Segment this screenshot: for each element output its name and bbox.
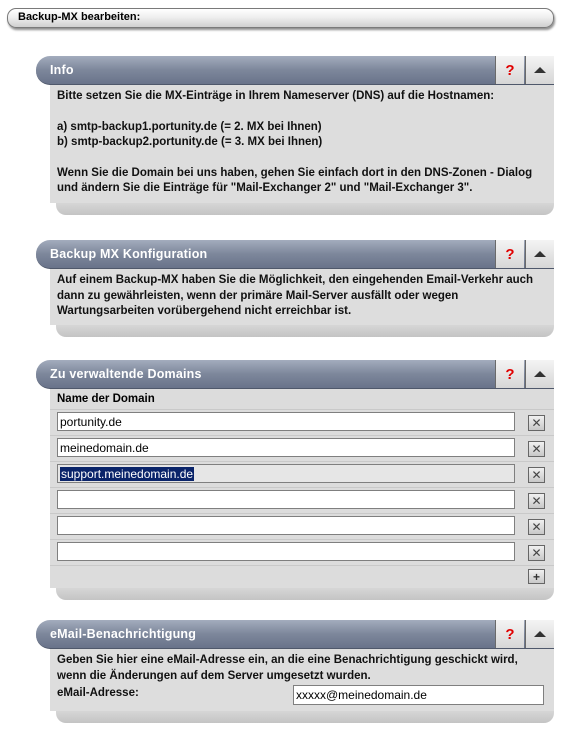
domain-input[interactable] <box>57 490 515 509</box>
domain-row <box>50 409 554 435</box>
delete-domain-button[interactable] <box>528 415 545 431</box>
info-panel-body <box>50 85 554 203</box>
x-icon: ✕ <box>531 442 542 456</box>
domain-row <box>50 435 554 461</box>
delete-domain-button[interactable] <box>528 519 545 535</box>
email-text-line: wenn die Änderungen auf dem Server umgesetzt wurden. <box>57 669 371 682</box>
backup-panel <box>36 240 554 337</box>
email-panel-header <box>36 620 554 649</box>
add-domain-row <box>50 565 554 588</box>
email-panel <box>36 620 554 723</box>
triangle-up-icon <box>534 631 546 637</box>
info-text-spacer <box>57 105 546 120</box>
backup-text-line: dann zu gewährleisten, wenn der primäre Mail-Server ausfällt oder wegen <box>57 289 459 302</box>
domains-table <box>50 389 554 588</box>
collapse-button[interactable] <box>525 240 554 268</box>
x-icon: ✕ <box>531 416 542 430</box>
question-mark-icon: ? <box>505 365 515 383</box>
collapse-button[interactable] <box>525 56 554 84</box>
info-text-line: und ändern Sie die Einträge für "Mail-Exchanger 2" und "Mail-Exchanger 3". <box>57 182 473 194</box>
domain-input[interactable] <box>57 438 515 457</box>
question-mark-icon: ? <box>505 61 515 79</box>
panel-footer <box>56 203 554 215</box>
domain-input[interactable] <box>57 412 515 431</box>
plus-icon: + <box>532 569 540 584</box>
backup-text-line: Auf einem Backup-MX haben Sie die Möglichkeit, den eingehenden Email-Verkehr auch <box>57 274 534 286</box>
info-text-spacer <box>57 151 546 166</box>
help-button[interactable] <box>495 240 524 268</box>
info-panel-header <box>36 56 554 85</box>
domain-row <box>50 487 554 513</box>
page-title: Backup-MX bearbeiten: <box>18 11 141 23</box>
domain-input[interactable] <box>57 542 515 561</box>
domain-row <box>50 461 554 487</box>
email-field-row <box>57 684 546 708</box>
panel-footer <box>56 711 554 723</box>
email-field[interactable] <box>293 685 544 705</box>
domain-input[interactable] <box>57 516 515 535</box>
info-text-line: Bitte setzen Sie die MX-Einträge in Ihrem Nameserver (DNS) auf die Hostnamen: <box>57 90 495 102</box>
domains-panel-title: Zu verwaltende Domains <box>50 367 202 381</box>
email-panel-title: eMail-Benachrichtigung <box>50 627 197 641</box>
info-text-line: b) smtp-backup2.portunity.de (= 3. MX bei Ihnen) <box>57 136 323 148</box>
question-mark-icon: ? <box>505 625 515 643</box>
triangle-up-icon <box>534 371 546 377</box>
question-mark-icon: ? <box>505 245 515 263</box>
triangle-up-icon <box>534 251 546 257</box>
x-icon: ✕ <box>531 546 542 560</box>
domain-row <box>50 513 554 539</box>
collapse-button[interactable] <box>525 620 554 648</box>
backup-panel-header <box>36 240 554 269</box>
add-domain-button[interactable] <box>528 569 545 584</box>
selected-domain-text: support.meinedomain.de <box>61 467 194 481</box>
x-icon: ✕ <box>531 468 542 482</box>
delete-domain-button[interactable] <box>528 493 545 509</box>
info-panel <box>36 56 554 215</box>
collapse-button[interactable] <box>525 360 554 388</box>
delete-domain-button[interactable] <box>528 545 545 561</box>
email-panel-body <box>50 649 554 711</box>
info-text-line: Wenn Sie die Domain bei uns haben, gehen Sie einfach dort in den DNS-Zonen - Dialog <box>57 166 533 179</box>
email-field-label: eMail-Adresse: <box>57 687 139 699</box>
domains-panel-header <box>36 360 554 389</box>
info-text-line: a) smtp-backup1.portunity.de (= 2. MX bei Ihnen) <box>57 120 322 133</box>
delete-domain-button[interactable] <box>528 467 545 483</box>
triangle-up-icon <box>534 67 546 73</box>
domains-panel <box>36 360 554 600</box>
domain-column-header: Name der Domain <box>50 389 554 409</box>
panel-footer <box>56 588 554 600</box>
domain-row <box>50 539 554 565</box>
info-panel-title: Info <box>50 63 74 77</box>
x-icon: ✕ <box>531 520 542 534</box>
help-button[interactable] <box>495 56 524 84</box>
help-button[interactable] <box>495 360 524 388</box>
x-icon: ✕ <box>531 494 542 508</box>
backup-panel-body <box>50 269 554 325</box>
email-text-line: Geben Sie hier eine eMail-Adresse ein, an die eine Benachrichtigung geschickt wird, <box>57 654 518 666</box>
backup-text-line: Wartungsarbeiten vorübergehend nicht erreichbar ist. <box>57 305 352 317</box>
panel-footer <box>56 325 554 337</box>
delete-domain-button[interactable] <box>528 441 545 457</box>
backup-panel-title: Backup MX Konfiguration <box>50 247 208 261</box>
help-button[interactable] <box>495 620 524 648</box>
page-titlebar <box>7 8 554 28</box>
